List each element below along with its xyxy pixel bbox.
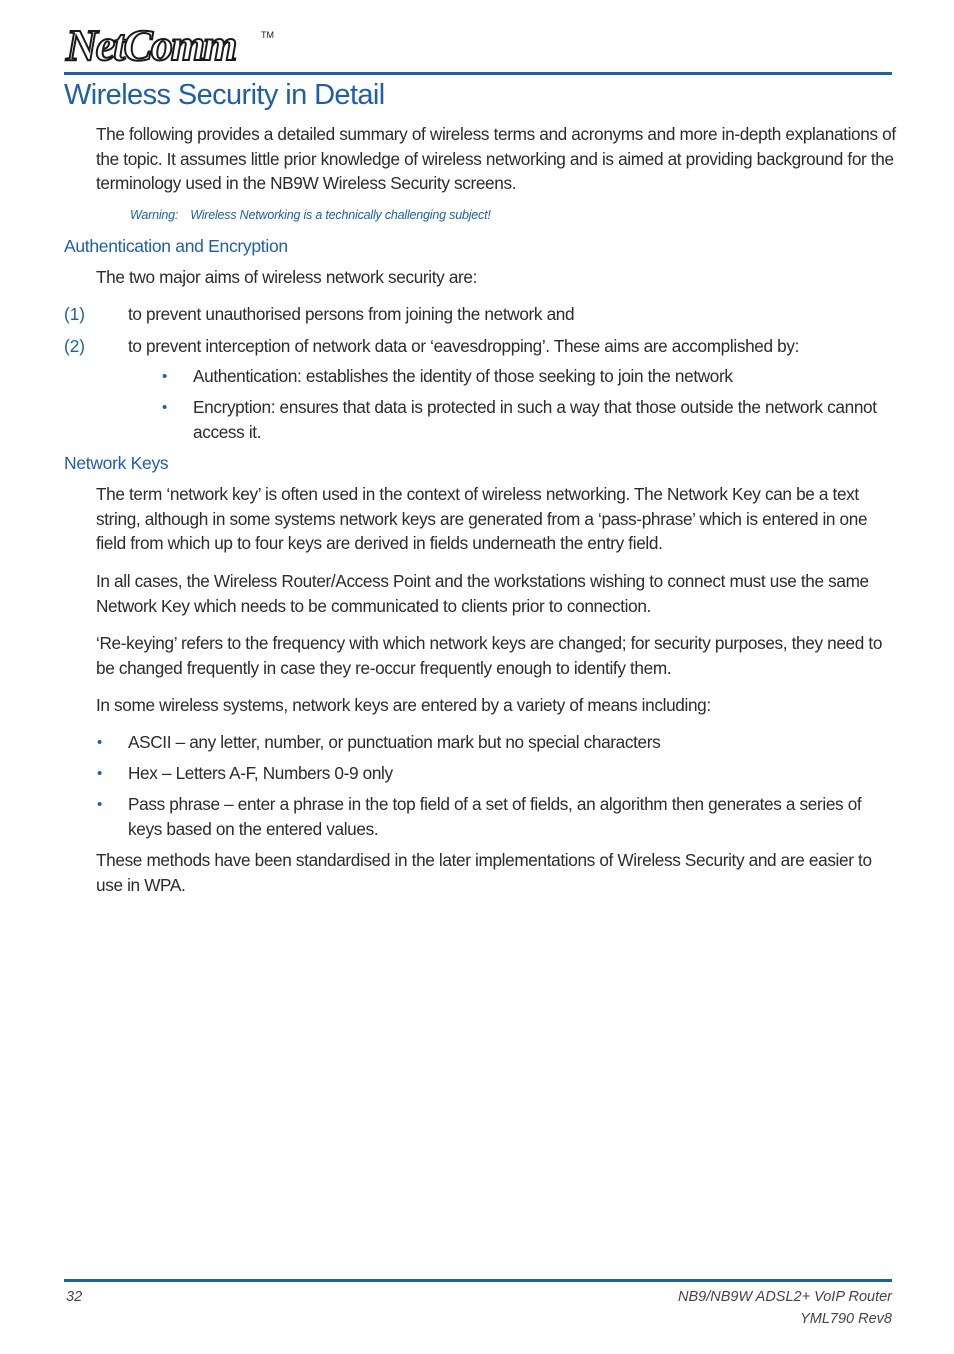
bullet-icon: • <box>162 368 168 385</box>
bullet-item-text: Authentication: establishes the identity of those seeking to join the network <box>193 366 733 386</box>
page-number: 32 <box>66 1289 83 1305</box>
closing-paragraph: These methods have been standardised in the later implementations of Wireless Security and are easier to use in WPA. <box>96 850 872 895</box>
bullet-item-text: ASCII – any letter, number, or punctuation mark but no special characters <box>128 732 661 752</box>
bullet-icon: • <box>97 765 103 782</box>
bullet-item-text: Hex – Letters A-F, Numbers 0-9 only <box>128 763 393 783</box>
netcomm-logo: NetComm <box>66 21 236 70</box>
bullet-item-text: Encryption: ensures that data is protected in such a way that those outside the network cannot access it. <box>193 397 877 442</box>
bullet-icon: • <box>97 734 103 751</box>
auth-lead-paragraph: The two major aims of wireless network security are: <box>96 267 478 287</box>
list-item-text: to prevent unauthorised persons from joining the network and <box>128 304 575 324</box>
list-number: (2) <box>64 336 86 356</box>
bullet-icon: • <box>97 796 103 813</box>
warning-label: Warning: <box>130 208 179 222</box>
footer-product: NB9/NB9W ADSL2+ VoIP Router <box>678 1289 892 1305</box>
bullet-item-text: Pass phrase – enter a phrase in the top field of a set of fields, an algorithm then generates a series of keys based on the entered values. <box>128 794 862 839</box>
body-paragraph: The term ‘network key’ is often used in the context of wireless networking. The Network Key can be a text string, although in some systems network keys are generated from a ‘pass-phrase’ which is entered in one field from which up to four keys are derived in fields underneath the entry field. <box>96 484 868 553</box>
body-paragraph: ‘Re-keying’ refers to the frequency with which network keys are changed; for security purposes, they need to be changed frequently in case they re-occur frequently enough to identify them. <box>96 633 883 678</box>
footer-rule <box>64 1279 892 1282</box>
body-paragraph: In all cases, the Wireless Router/Access Point and the workstations wishing to connect must use the same Network Key which needs to be communicated to clients prior to connection. <box>96 571 869 616</box>
warning-note <box>130 208 491 222</box>
section-heading-network-keys: Network Keys <box>64 453 169 473</box>
header-rule <box>64 72 892 75</box>
bullet-icon: • <box>162 399 168 416</box>
list-item-text: to prevent interception of network data or ‘eavesdropping’. These aims are accomplished by: <box>128 336 800 356</box>
list-number: (1) <box>64 304 86 324</box>
trademark-mark: TM <box>261 30 274 40</box>
page-title: Wireless Security in Detail <box>64 79 385 111</box>
section-heading-auth: Authentication and Encryption <box>64 236 288 256</box>
footer-revision: YML790 Rev8 <box>800 1311 892 1327</box>
warning-text: Wireless Networking is a technically challenging subject! <box>190 208 491 222</box>
body-paragraph: In some wireless systems, network keys are entered by a variety of means including: <box>96 695 711 715</box>
intro-paragraph: The following provides a detailed summary of wireless terms and acronyms and more in-depth explanations of the topic. It assumes little prior knowledge of wireless networking and is aimed at providing background for the terminology used in the NB9W Wireless Security screens. <box>96 124 896 193</box>
